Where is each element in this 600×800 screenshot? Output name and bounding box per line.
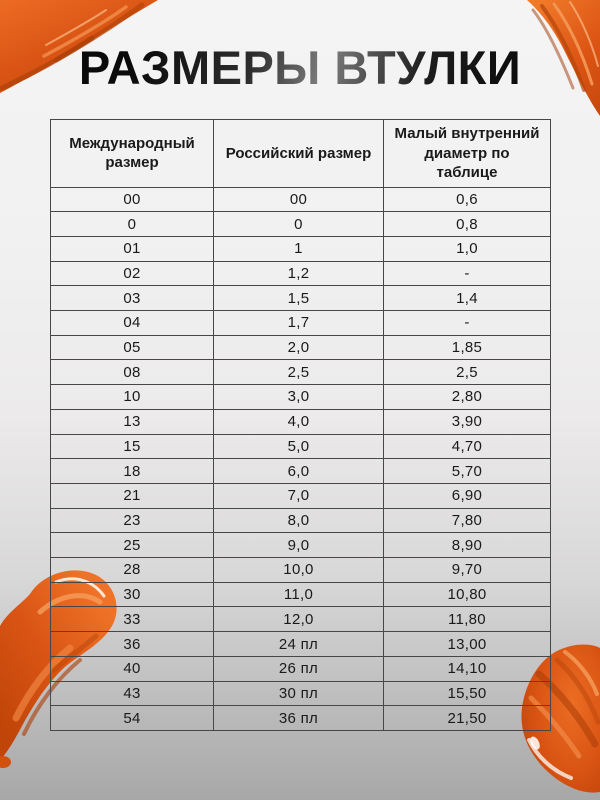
table-cell: 18 <box>51 459 214 484</box>
table-cell: 05 <box>51 335 214 360</box>
table-cell: 24 пл <box>214 632 384 657</box>
table-cell: 10 <box>51 385 214 410</box>
table-row <box>51 681 551 706</box>
table-cell: 2,5 <box>384 360 551 385</box>
table-row <box>51 236 551 261</box>
table-cell: 7,0 <box>214 483 384 508</box>
table-row <box>51 656 551 681</box>
table-row <box>51 459 551 484</box>
table-row <box>51 360 551 385</box>
table-cell: 36 <box>51 632 214 657</box>
table-row <box>51 187 551 212</box>
table-cell: 1,4 <box>384 286 551 311</box>
table-row <box>51 385 551 410</box>
col-header-russian-size: Российский размер <box>214 120 384 188</box>
table-cell: 08 <box>51 360 214 385</box>
table-cell: - <box>384 261 551 286</box>
table-cell: 00 <box>51 187 214 212</box>
table-header-row <box>51 120 551 188</box>
table-row <box>51 409 551 434</box>
table-row <box>51 483 551 508</box>
table-cell: 0,6 <box>384 187 551 212</box>
table-cell: 30 пл <box>214 681 384 706</box>
table-cell: 13,00 <box>384 632 551 657</box>
table-cell: 12,0 <box>214 607 384 632</box>
table-cell: 15,50 <box>384 681 551 706</box>
table-row <box>51 261 551 286</box>
col-header-international-size: Международный размер <box>51 120 214 188</box>
table-cell: 3,90 <box>384 409 551 434</box>
sizes-table <box>50 119 551 731</box>
table-cell: 15 <box>51 434 214 459</box>
table-cell: 5,0 <box>214 434 384 459</box>
table-cell: 0 <box>214 212 384 237</box>
table-cell: 10,80 <box>384 582 551 607</box>
table-cell: 0 <box>51 212 214 237</box>
table-row <box>51 311 551 336</box>
table-cell: 43 <box>51 681 214 706</box>
table-cell: 30 <box>51 582 214 607</box>
table-cell: 1 <box>214 236 384 261</box>
table-cell: 01 <box>51 236 214 261</box>
table-cell: 5,70 <box>384 459 551 484</box>
table-cell: 3,0 <box>214 385 384 410</box>
table-cell: 11,0 <box>214 582 384 607</box>
table-cell: 1,85 <box>384 335 551 360</box>
table-row <box>51 558 551 583</box>
table-cell: 2,80 <box>384 385 551 410</box>
table-cell: 02 <box>51 261 214 286</box>
table-cell: 8,90 <box>384 533 551 558</box>
table-cell: 03 <box>51 286 214 311</box>
table-cell: 26 пл <box>214 656 384 681</box>
page-title: РАЗМЕРЫ ВТУЛКИ <box>0 40 600 95</box>
table-row <box>51 607 551 632</box>
table-cell: 33 <box>51 607 214 632</box>
table-cell: 36 пл <box>214 706 384 731</box>
table-cell: 10,0 <box>214 558 384 583</box>
table-row <box>51 632 551 657</box>
table-row <box>51 212 551 237</box>
table-cell: 28 <box>51 558 214 583</box>
table-cell: 14,10 <box>384 656 551 681</box>
table-row <box>51 434 551 459</box>
table-row <box>51 582 551 607</box>
table-cell: 00 <box>214 187 384 212</box>
table-cell: 25 <box>51 533 214 558</box>
table-row <box>51 286 551 311</box>
table-cell: 1,2 <box>214 261 384 286</box>
table-cell: 9,70 <box>384 558 551 583</box>
table-cell: 13 <box>51 409 214 434</box>
table-cell: 21 <box>51 483 214 508</box>
table-row <box>51 335 551 360</box>
table-row <box>51 508 551 533</box>
table-cell: 1,7 <box>214 311 384 336</box>
table-cell: 54 <box>51 706 214 731</box>
table-cell: 23 <box>51 508 214 533</box>
table-cell: 7,80 <box>384 508 551 533</box>
table-cell: 1,5 <box>214 286 384 311</box>
col-header-small-inner-diameter: Малый внутренний диаметр по таблице <box>384 120 551 188</box>
table-body <box>51 187 551 731</box>
table-cell: 9,0 <box>214 533 384 558</box>
table-cell: 40 <box>51 656 214 681</box>
table-row <box>51 706 551 731</box>
table-cell: 8,0 <box>214 508 384 533</box>
table-cell: - <box>384 311 551 336</box>
table-cell: 4,0 <box>214 409 384 434</box>
table-cell: 0,8 <box>384 212 551 237</box>
table-cell: 04 <box>51 311 214 336</box>
table-row <box>51 533 551 558</box>
table-cell: 6,90 <box>384 483 551 508</box>
table-cell: 2,5 <box>214 360 384 385</box>
table-cell: 1,0 <box>384 236 551 261</box>
table-cell: 4,70 <box>384 434 551 459</box>
table-cell: 6,0 <box>214 459 384 484</box>
table-cell: 21,50 <box>384 706 551 731</box>
table-cell: 11,80 <box>384 607 551 632</box>
table-cell: 2,0 <box>214 335 384 360</box>
